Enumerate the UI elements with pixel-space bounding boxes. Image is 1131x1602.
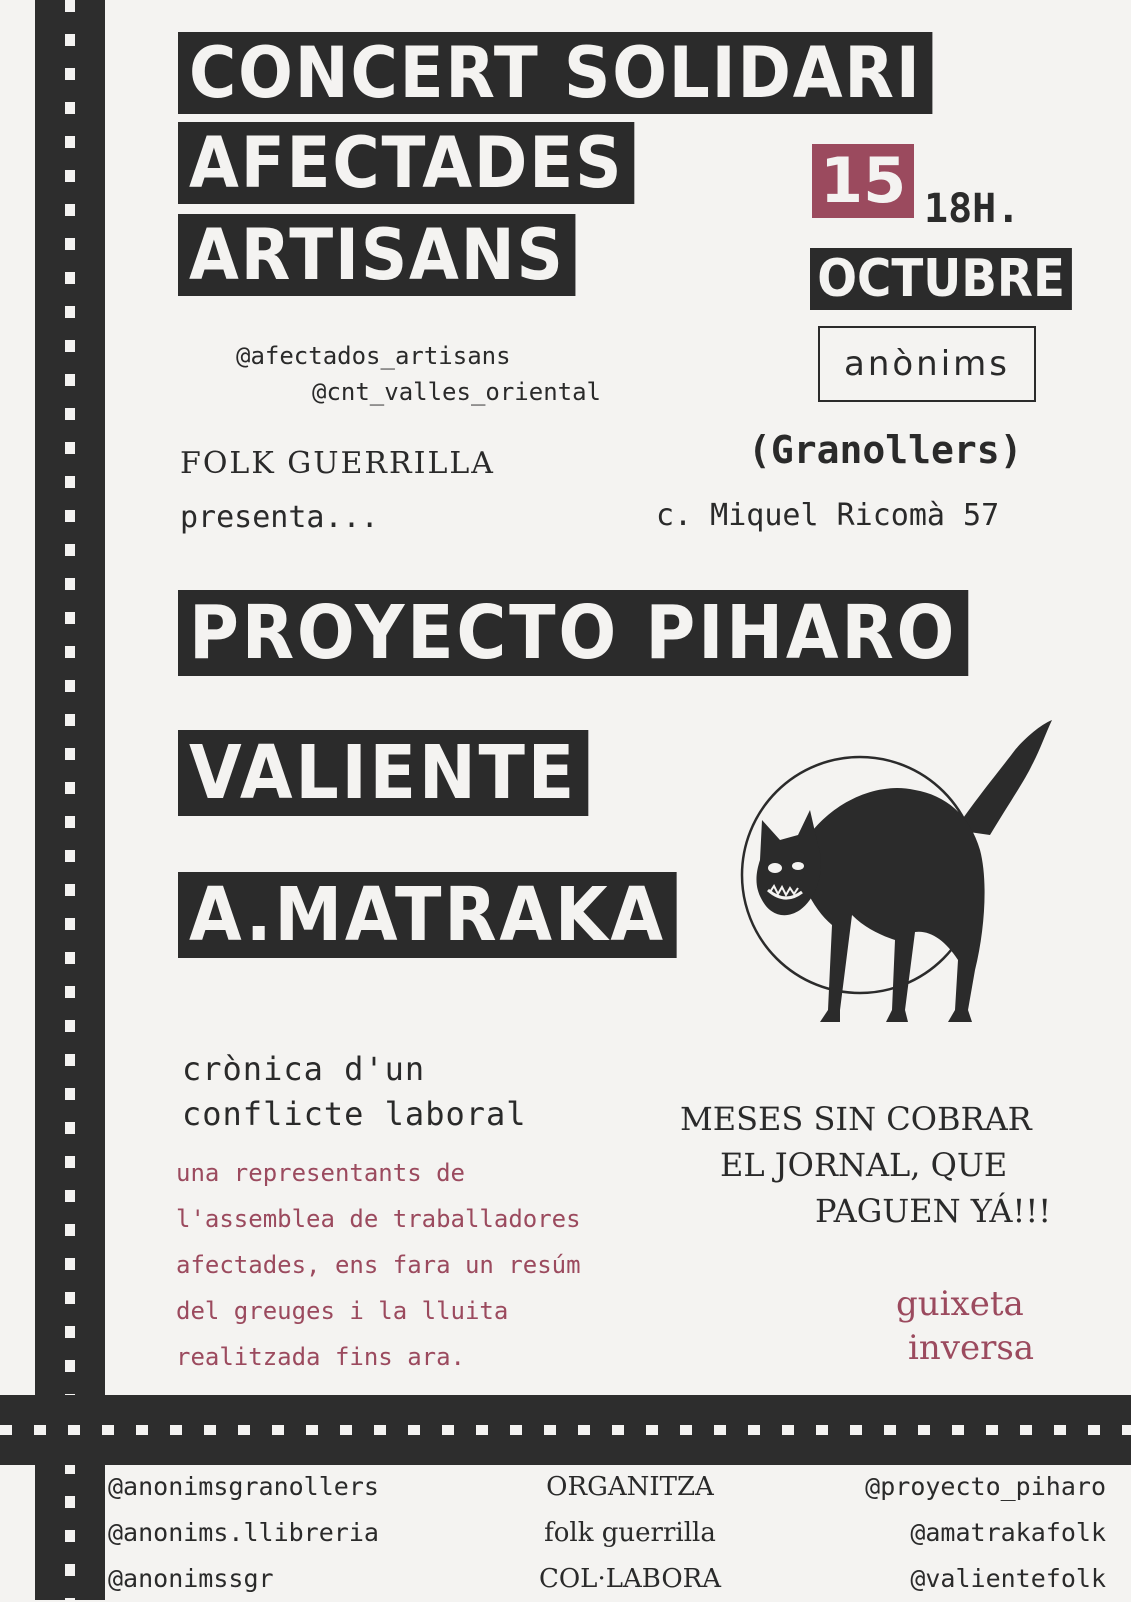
chronicle-title-2: conflicte laboral — [182, 1095, 527, 1133]
footer-organitza: ORGANITZA — [546, 1472, 714, 1502]
band-proyecto-piharo: PROYECTO PIHARO — [178, 590, 968, 676]
guixeta-line-2: inversa — [908, 1328, 1035, 1368]
presenter-verb: presenta... — [180, 500, 379, 535]
footer-handle: @anonims.llibreria — [108, 1518, 379, 1547]
footer-handle: @valientefolk — [910, 1564, 1106, 1593]
slogan-line: MESES SIN COBRAR — [680, 1100, 1032, 1138]
handle-cnt: @cnt_valles_oriental — [312, 378, 601, 406]
chronicle-desc-line: realitzada fins ara. — [176, 1343, 465, 1371]
slogan-line: PAGUEN YÁ!!! — [815, 1192, 1052, 1230]
black-cat-icon — [740, 710, 1090, 1090]
chronicle-desc-line: afectades, ens fara un resúm — [176, 1251, 581, 1279]
handle-afectados: @afectados_artisans — [236, 342, 511, 370]
footer-folk-guerrilla: folk guerrilla — [544, 1518, 716, 1548]
venue-city: (Granollers) — [748, 428, 1023, 472]
footer-handle: @amatrakafolk — [910, 1518, 1106, 1547]
footer-handle: @proyecto_piharo — [865, 1472, 1106, 1501]
date-time: 18H. — [924, 186, 1021, 232]
chronicle-desc-line: una representants de — [176, 1159, 465, 1187]
guixeta-line-1: guixeta — [896, 1284, 1024, 1324]
footer-right — [790, 1464, 1106, 1602]
presenter-name: FOLK GUERRILLA — [180, 446, 495, 481]
venue-address: c. Miquel Ricomà 57 — [656, 498, 1000, 533]
chronicle-desc-line: del greuges i la lluita — [176, 1297, 509, 1325]
chronicle-description — [176, 1150, 581, 1380]
band-valiente: VALIENTE — [178, 730, 588, 816]
footer-handle: @anonimsgranollers — [108, 1472, 379, 1501]
band-a-matraka: A.MATRAKA — [178, 872, 677, 958]
title-line-3: ARTISANS — [178, 214, 576, 296]
date-day: 15 — [812, 144, 914, 218]
film-strip-holes-horizontal — [0, 1425, 1131, 1435]
chronicle-desc-line: l'assemblea de traballadores — [176, 1205, 581, 1233]
slogan-line: EL JORNAL, QUE — [720, 1146, 1008, 1184]
footer-left — [108, 1464, 379, 1602]
date-month: OCTUBRE — [810, 248, 1072, 310]
footer-collabora: COL·LABORA — [538, 1564, 722, 1594]
footer-handle: @anonimssgr — [108, 1564, 274, 1593]
title-line-2: AFECTADES — [178, 122, 634, 204]
film-strip-holes-vertical — [65, 0, 75, 1600]
title-line-1: CONCERT SOLIDARI — [178, 32, 933, 114]
chronicle-title-1: crònica d'un — [182, 1050, 426, 1088]
footer-center — [480, 1464, 780, 1602]
venue-name-box: anònims — [818, 326, 1036, 402]
slogan — [680, 1096, 1080, 1234]
